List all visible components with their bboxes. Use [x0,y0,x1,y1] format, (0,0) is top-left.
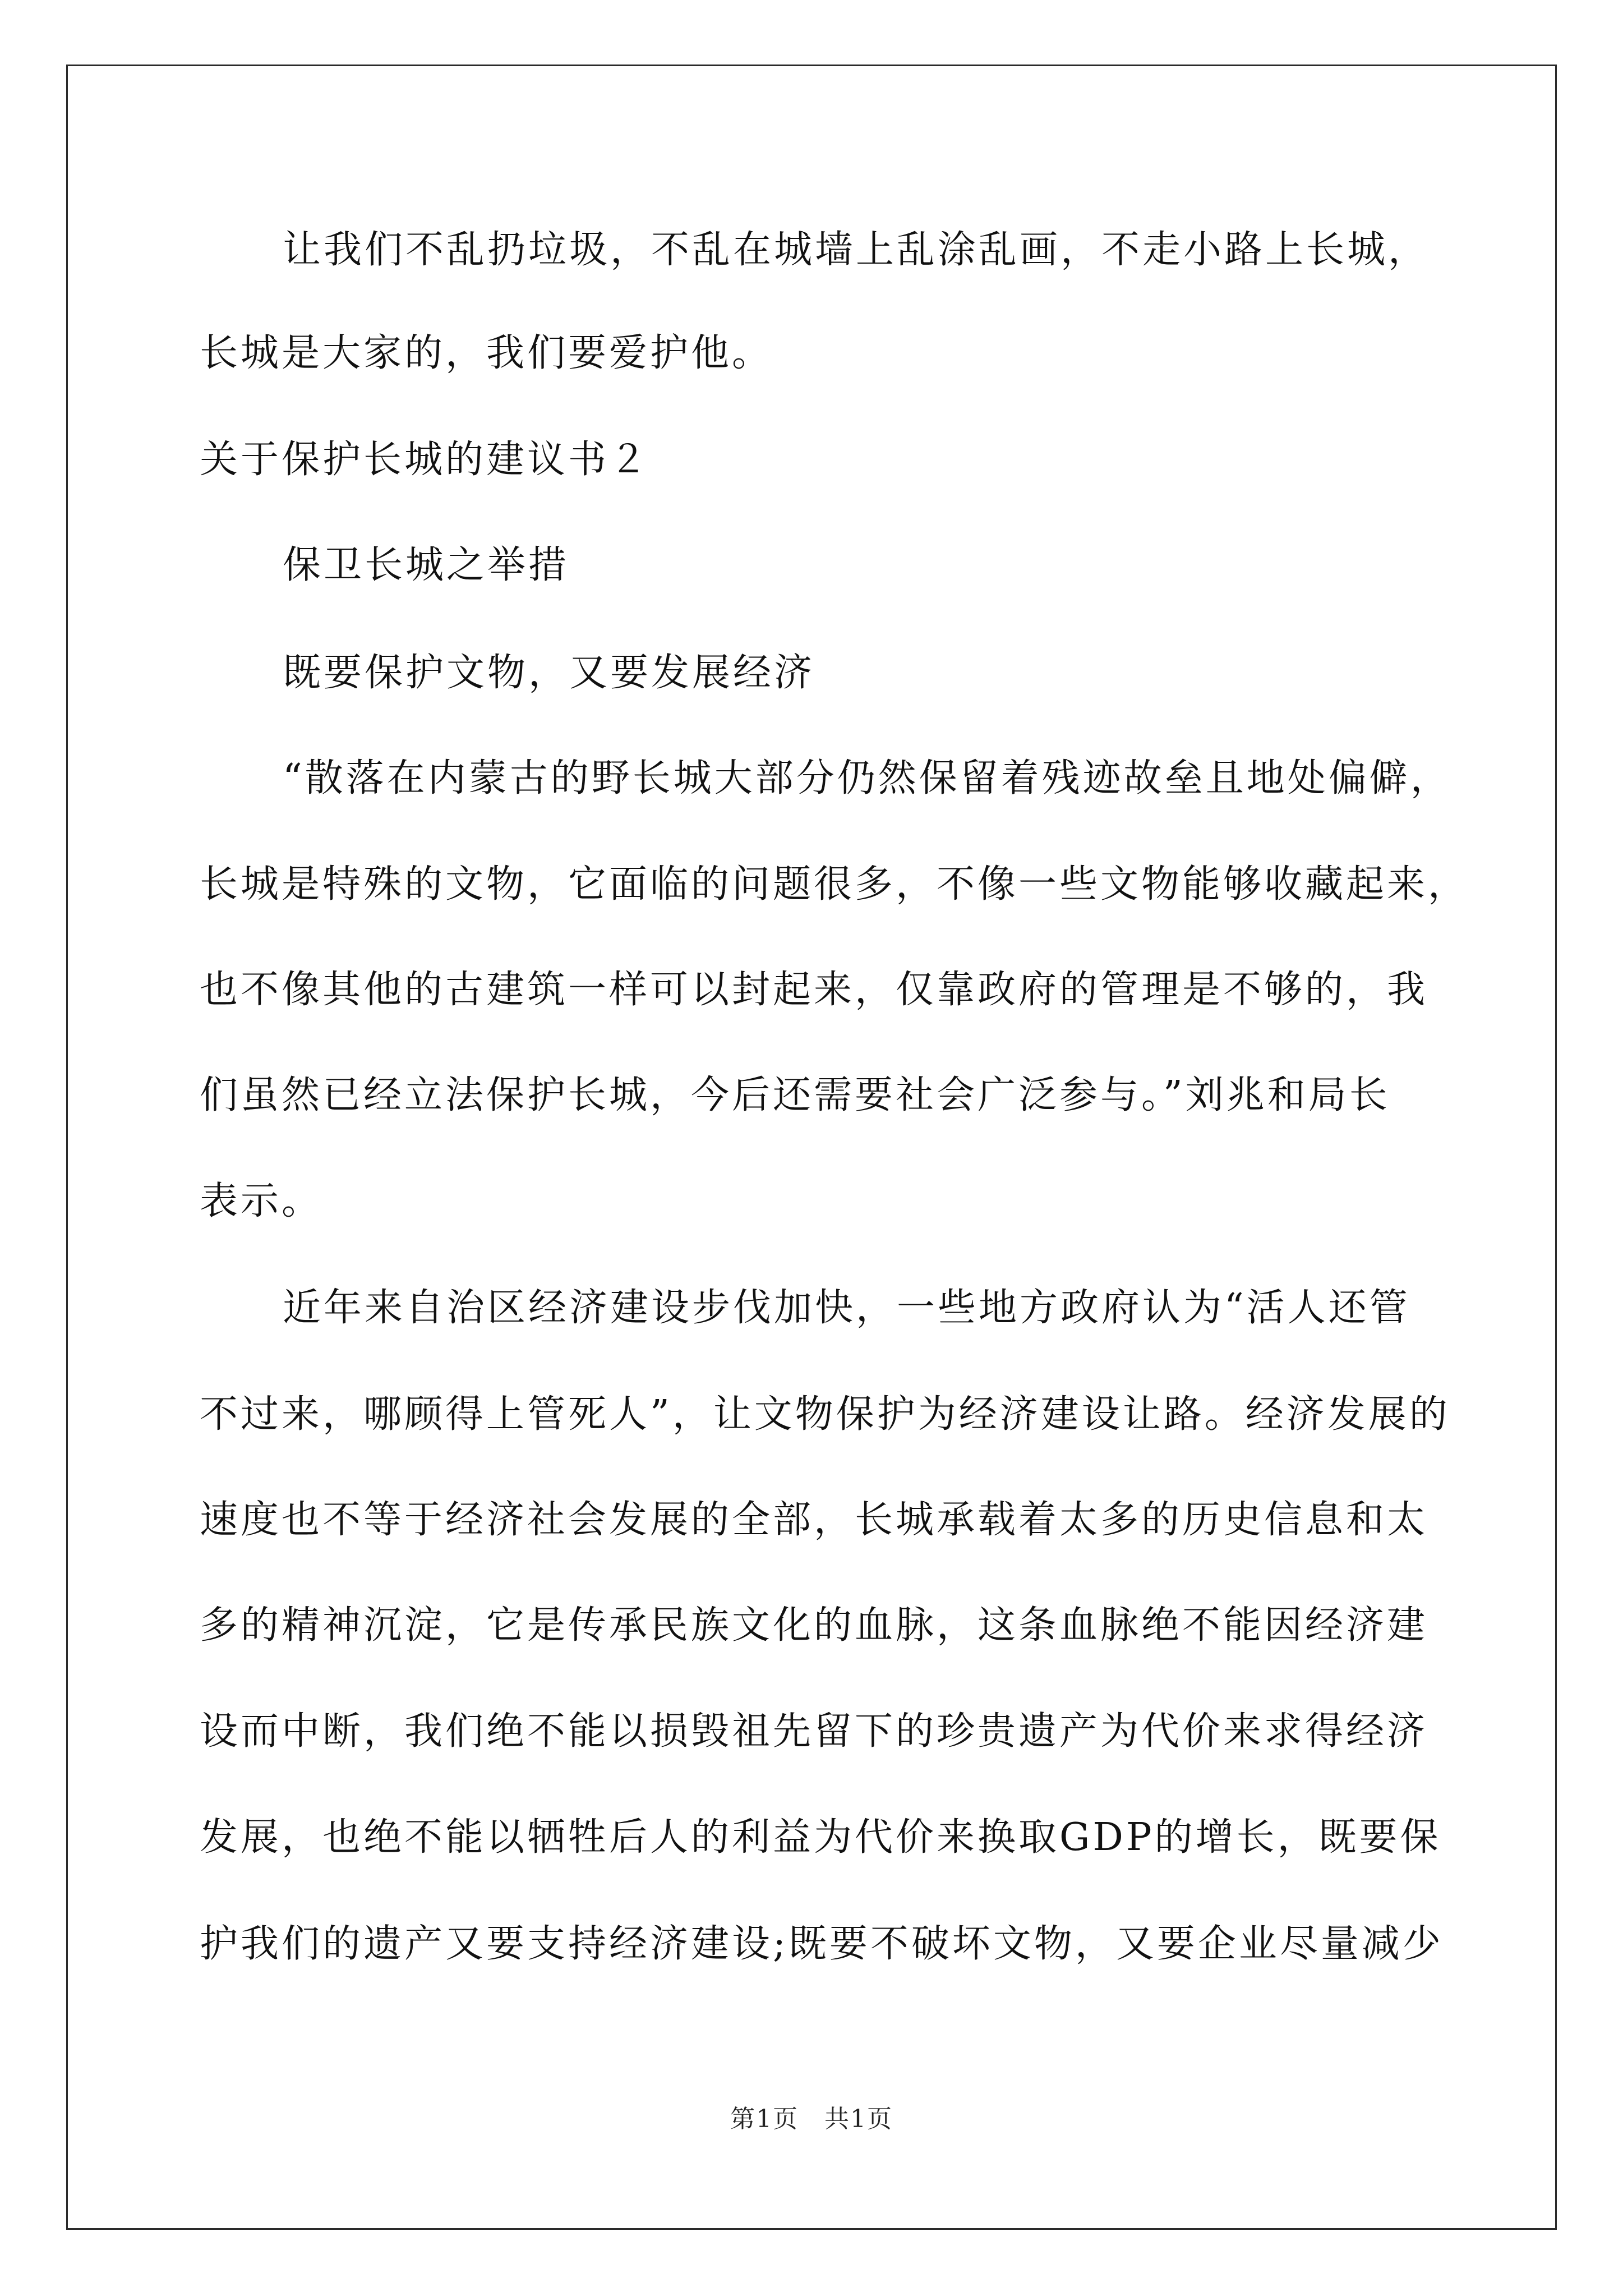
paragraph-line: 多的精神沉淀，它是传承民族文化的血脉，这条血脉绝不能因经济建 [200,1603,1428,1648]
paragraph-line: 让我们不乱扔垃圾，不乱在城墙上乱涂乱画，不走小路上长城， [283,228,1430,272]
paragraph-line: 表示。 [200,1179,323,1223]
paragraph-line: “散落在内蒙古的野长城大部分仍然保留着残迹故垒且地处偏僻， [283,756,1451,800]
paragraph-line: 长城是特殊的文物，它面临的问题很多，不像一些文物能够收藏起来， [200,862,1469,907]
paragraph-line: 护我们的遗产又要支持经济建设;既要不破坏文物，又要企业尽量减少 [200,1922,1444,1966]
page-border [66,65,1557,2230]
paragraph-line: 近年来自治区经济建设步伐加快，一些地方政府认为“活人还管 [283,1286,1410,1330]
subheading: 既要保护文物，又要发展经济 [283,651,815,695]
section-heading: 关于保护长城的建议书２ [200,438,651,482]
paragraph-line: 也不像其他的古建筑一样可以封起来，仅靠政府的管理是不够的，我 [200,968,1428,1012]
paragraph-line: 速度也不等于经济社会发展的全部，长城承载着太多的历史信息和太 [200,1498,1428,1542]
subheading: 保卫长城之举措 [283,543,570,587]
paragraph-line: 们虽然已经立法保护长城，今后还需要社会广泛参与。”刘兆和局长 [200,1073,1390,1117]
paragraph-line: 长城是大家的，我们要爱护他。 [200,331,773,375]
paragraph-line: 设而中断，我们绝不能以损毁祖先留下的珍贵遗产为代价来求得经济 [200,1709,1428,1754]
paragraph-line: 发展，也绝不能以牺牲后人的利益为代价来换取GDP的增长，既要保 [200,1815,1441,1860]
page-footer: 第1页 共1页 [730,2105,893,2133]
paragraph-line: 不过来，哪顾得上管死人”，让文物保护为经济建设让路。经济发展的 [200,1392,1450,1437]
